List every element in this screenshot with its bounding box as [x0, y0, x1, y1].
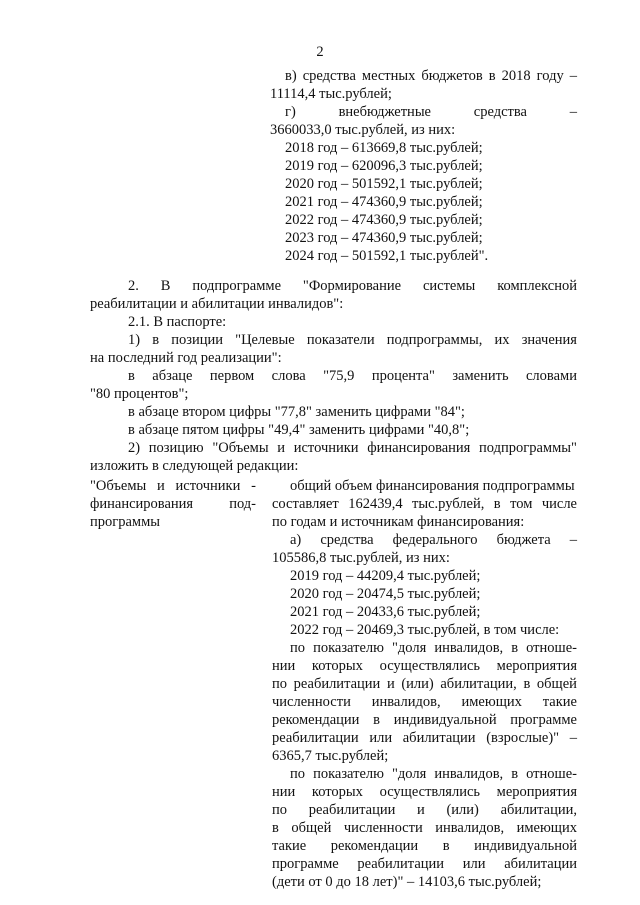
indicator-2-line — [272, 820, 577, 838]
word: "Формирование — [302, 278, 402, 294]
word: рекомендации — [330, 838, 419, 854]
word: в — [511, 766, 519, 782]
indicator-1-line — [290, 640, 577, 658]
word: источники — [293, 440, 359, 456]
word: в — [128, 368, 135, 384]
word: первом — [209, 368, 255, 384]
word: такие — [272, 838, 307, 854]
table-year-line: 2020 год – 20474,5 тыс.рублей; — [290, 586, 481, 602]
word: мероприятия — [496, 784, 577, 800]
word: подпрограммы, — [386, 332, 483, 348]
word: 2018 — [501, 68, 531, 84]
word: абзаце — [152, 368, 193, 384]
word: числе — [541, 496, 577, 512]
word: реабилитации — [272, 730, 359, 746]
word: (взрослые)" — [486, 730, 560, 746]
word: или — [369, 730, 393, 746]
table-left-line3: программы — [90, 514, 160, 530]
word: комплексной — [497, 278, 577, 294]
indicator-2-line — [290, 766, 577, 784]
word: которых — [311, 784, 363, 800]
table-right-line3: по годам и источникам финансирования: — [272, 514, 525, 530]
word: показателю — [313, 766, 384, 782]
table-year-line: 2022 год – 20469,3 тыс.рублей, в том числе: — [290, 622, 560, 638]
item-2-line1 — [128, 440, 577, 458]
word: тыс.рублей, — [412, 496, 485, 512]
line-local-budgets — [285, 68, 577, 86]
word: их — [494, 332, 510, 348]
word: индивидуальной — [474, 838, 577, 854]
top-year-line: 2022 год – 474360,9 тыс.рублей; — [285, 212, 483, 228]
word: составляет — [272, 496, 339, 512]
word: подпрограммы" — [479, 440, 577, 456]
word: инвалидов, — [434, 640, 504, 656]
indicator-1-line — [272, 676, 577, 694]
word: а) — [290, 532, 302, 548]
top-year-line: 2019 год – 620096,3 тыс.рублей; — [285, 158, 483, 174]
word: "доля — [392, 640, 427, 656]
word: инвалидов, — [371, 694, 441, 710]
indicator-2-line — [272, 802, 577, 820]
word: абилитации, — [440, 676, 517, 692]
word: общей — [291, 820, 332, 836]
word: подпрограмме — [192, 278, 282, 294]
word: финансирования — [90, 496, 194, 512]
top-year-line: 2018 год – 613669,8 тыс.рублей; — [285, 140, 483, 156]
item-1-line2: на последний год реализации": — [90, 350, 282, 366]
word: показатели — [306, 332, 375, 348]
abzac-1-line2: "80 процентов"; — [90, 386, 189, 402]
indicator-1-line — [272, 712, 577, 730]
word: реабилитации — [357, 856, 445, 872]
word: абилитации — [402, 730, 476, 746]
word: численности — [272, 694, 351, 710]
word: и — [417, 802, 425, 818]
word: показателю — [313, 640, 384, 656]
word: средства — [473, 104, 527, 120]
word: абилитации, — [500, 802, 577, 818]
indicator-2-line — [272, 856, 577, 874]
word: в — [442, 838, 450, 854]
word: рекомендации — [272, 712, 360, 728]
word: или — [462, 856, 486, 872]
page-number: 2 — [316, 44, 324, 60]
indicator-2-amount: (дети от 0 до 18 лет)" – 14103,6 тыс.рублей; — [272, 874, 542, 890]
table-left-line1 — [90, 478, 256, 496]
word: которых — [311, 658, 363, 674]
word: инвалидов, — [434, 766, 504, 782]
item-2-line2: изложить в следующей редакции: — [90, 458, 299, 474]
word: позицию — [148, 440, 204, 456]
word: – — [569, 532, 577, 548]
word: том — [510, 496, 533, 512]
word: и — [157, 478, 165, 494]
word: внебюджетные — [338, 104, 431, 120]
top-year-line: 2024 год – 501592,1 тыс.рублей". — [285, 248, 489, 264]
abzac-1-line1 — [128, 368, 577, 386]
abzac-2: в абзаце втором цифры "77,8" заменить цифрами "84"; — [128, 404, 465, 420]
word: реабилитации — [293, 676, 381, 692]
word: абилитации — [504, 856, 577, 872]
indicator-2-line — [272, 784, 577, 802]
word: – — [569, 730, 577, 746]
word: источники — [175, 478, 241, 494]
table-year-line: 2019 год – 44209,4 тыс.рублей; — [290, 568, 481, 584]
abzac-5: в абзаце пятом цифры "49,4" заменить цифрами "40,8"; — [128, 422, 470, 438]
word: инвалидов, — [435, 820, 505, 836]
word: году — [536, 68, 564, 84]
word: программе — [510, 712, 577, 728]
federal-line1 — [290, 532, 577, 550]
word: "Объемы — [212, 440, 269, 456]
table-right-line1: общий объем финансирования подпрограммы — [290, 478, 575, 494]
word: в — [523, 676, 531, 692]
word: численности — [343, 820, 423, 836]
word: - — [251, 478, 256, 494]
word: системы — [422, 278, 476, 294]
word: г) — [285, 104, 296, 120]
word: В — [160, 278, 171, 294]
word: 2) — [128, 440, 141, 456]
word: 1) — [128, 332, 141, 348]
word: по — [290, 766, 306, 782]
word: значения — [521, 332, 577, 348]
word: позиции — [171, 332, 224, 348]
word: в — [272, 820, 279, 836]
word: финансирования — [367, 440, 471, 456]
line-extrabudget-amount: 3660033,0 тыс.рублей, из них: — [270, 122, 456, 138]
paragraph-2-1: 2.1. В паспорте: — [128, 314, 227, 330]
word: в — [373, 712, 380, 728]
line-local-budgets-amount: 11114,4 тыс.рублей; — [270, 86, 392, 102]
word: – — [569, 104, 577, 120]
table-left-line2 — [90, 496, 256, 514]
item-1-line1 — [128, 332, 577, 350]
top-year-line: 2023 год – 474360,9 тыс.рублей; — [285, 230, 483, 246]
indicator-1-line — [272, 694, 577, 712]
word: реабилитации — [308, 802, 396, 818]
top-year-line: 2020 год – 501592,1 тыс.рублей; — [285, 176, 483, 192]
top-year-line: 2021 год – 474360,9 тыс.рублей; — [285, 194, 483, 210]
word: бюджетов — [421, 68, 483, 84]
word: общей — [536, 676, 577, 692]
word: осуществлялись — [379, 658, 481, 674]
paragraph-2-line2: реабилитации и абилитации инвалидов": — [90, 296, 344, 312]
word: индивидуальной — [393, 712, 497, 728]
word: по — [272, 676, 288, 692]
word: мероприятия — [496, 658, 577, 674]
word: средства — [320, 532, 374, 548]
word: имеющих — [516, 820, 577, 836]
word: в — [511, 640, 519, 656]
word: в) — [285, 68, 297, 84]
word: по — [290, 640, 306, 656]
word: по — [272, 802, 288, 818]
word: бюджета — [496, 532, 551, 548]
word: "Объемы — [90, 478, 147, 494]
word: 2. — [128, 278, 139, 294]
indicator-1-line — [272, 730, 577, 748]
word: под- — [229, 496, 256, 512]
word: слова — [271, 368, 306, 384]
word: такие — [542, 694, 577, 710]
word: в — [488, 68, 496, 84]
word: заменить — [452, 368, 509, 384]
word: программе — [272, 856, 339, 872]
word: нии — [272, 658, 296, 674]
indicator-1-line — [272, 658, 577, 676]
table-right-line2 — [272, 496, 577, 514]
federal-line2: 105586,8 тыс.рублей, из них: — [272, 550, 450, 566]
word: отноше- — [526, 640, 577, 656]
word: местных — [361, 68, 416, 84]
indicator-2-line — [272, 838, 577, 856]
word: в — [493, 496, 501, 512]
word: и — [386, 676, 395, 692]
word: имеющих — [461, 694, 522, 710]
word: "Целевые — [235, 332, 295, 348]
paragraph-2-line1 — [128, 278, 577, 296]
word: средства — [302, 68, 356, 84]
word: осуществлялись — [379, 784, 481, 800]
word: процента" — [371, 368, 435, 384]
word: "75,9 — [323, 368, 355, 384]
word: и — [277, 440, 286, 456]
word: словами — [526, 368, 577, 384]
word: (или) — [401, 676, 434, 692]
word: федерального — [392, 532, 478, 548]
word: нии — [272, 784, 296, 800]
table-year-line: 2021 год – 20433,6 тыс.рублей; — [290, 604, 481, 620]
word: в — [152, 332, 160, 348]
word: 162439,4 — [348, 496, 403, 512]
line-extrabudget — [285, 104, 577, 122]
word: "доля — [392, 766, 427, 782]
indicator-1-amount: 6365,7 тыс.рублей; — [272, 748, 389, 764]
word: (или) — [446, 802, 479, 818]
word: – — [569, 68, 577, 84]
word: отноше- — [526, 766, 577, 782]
